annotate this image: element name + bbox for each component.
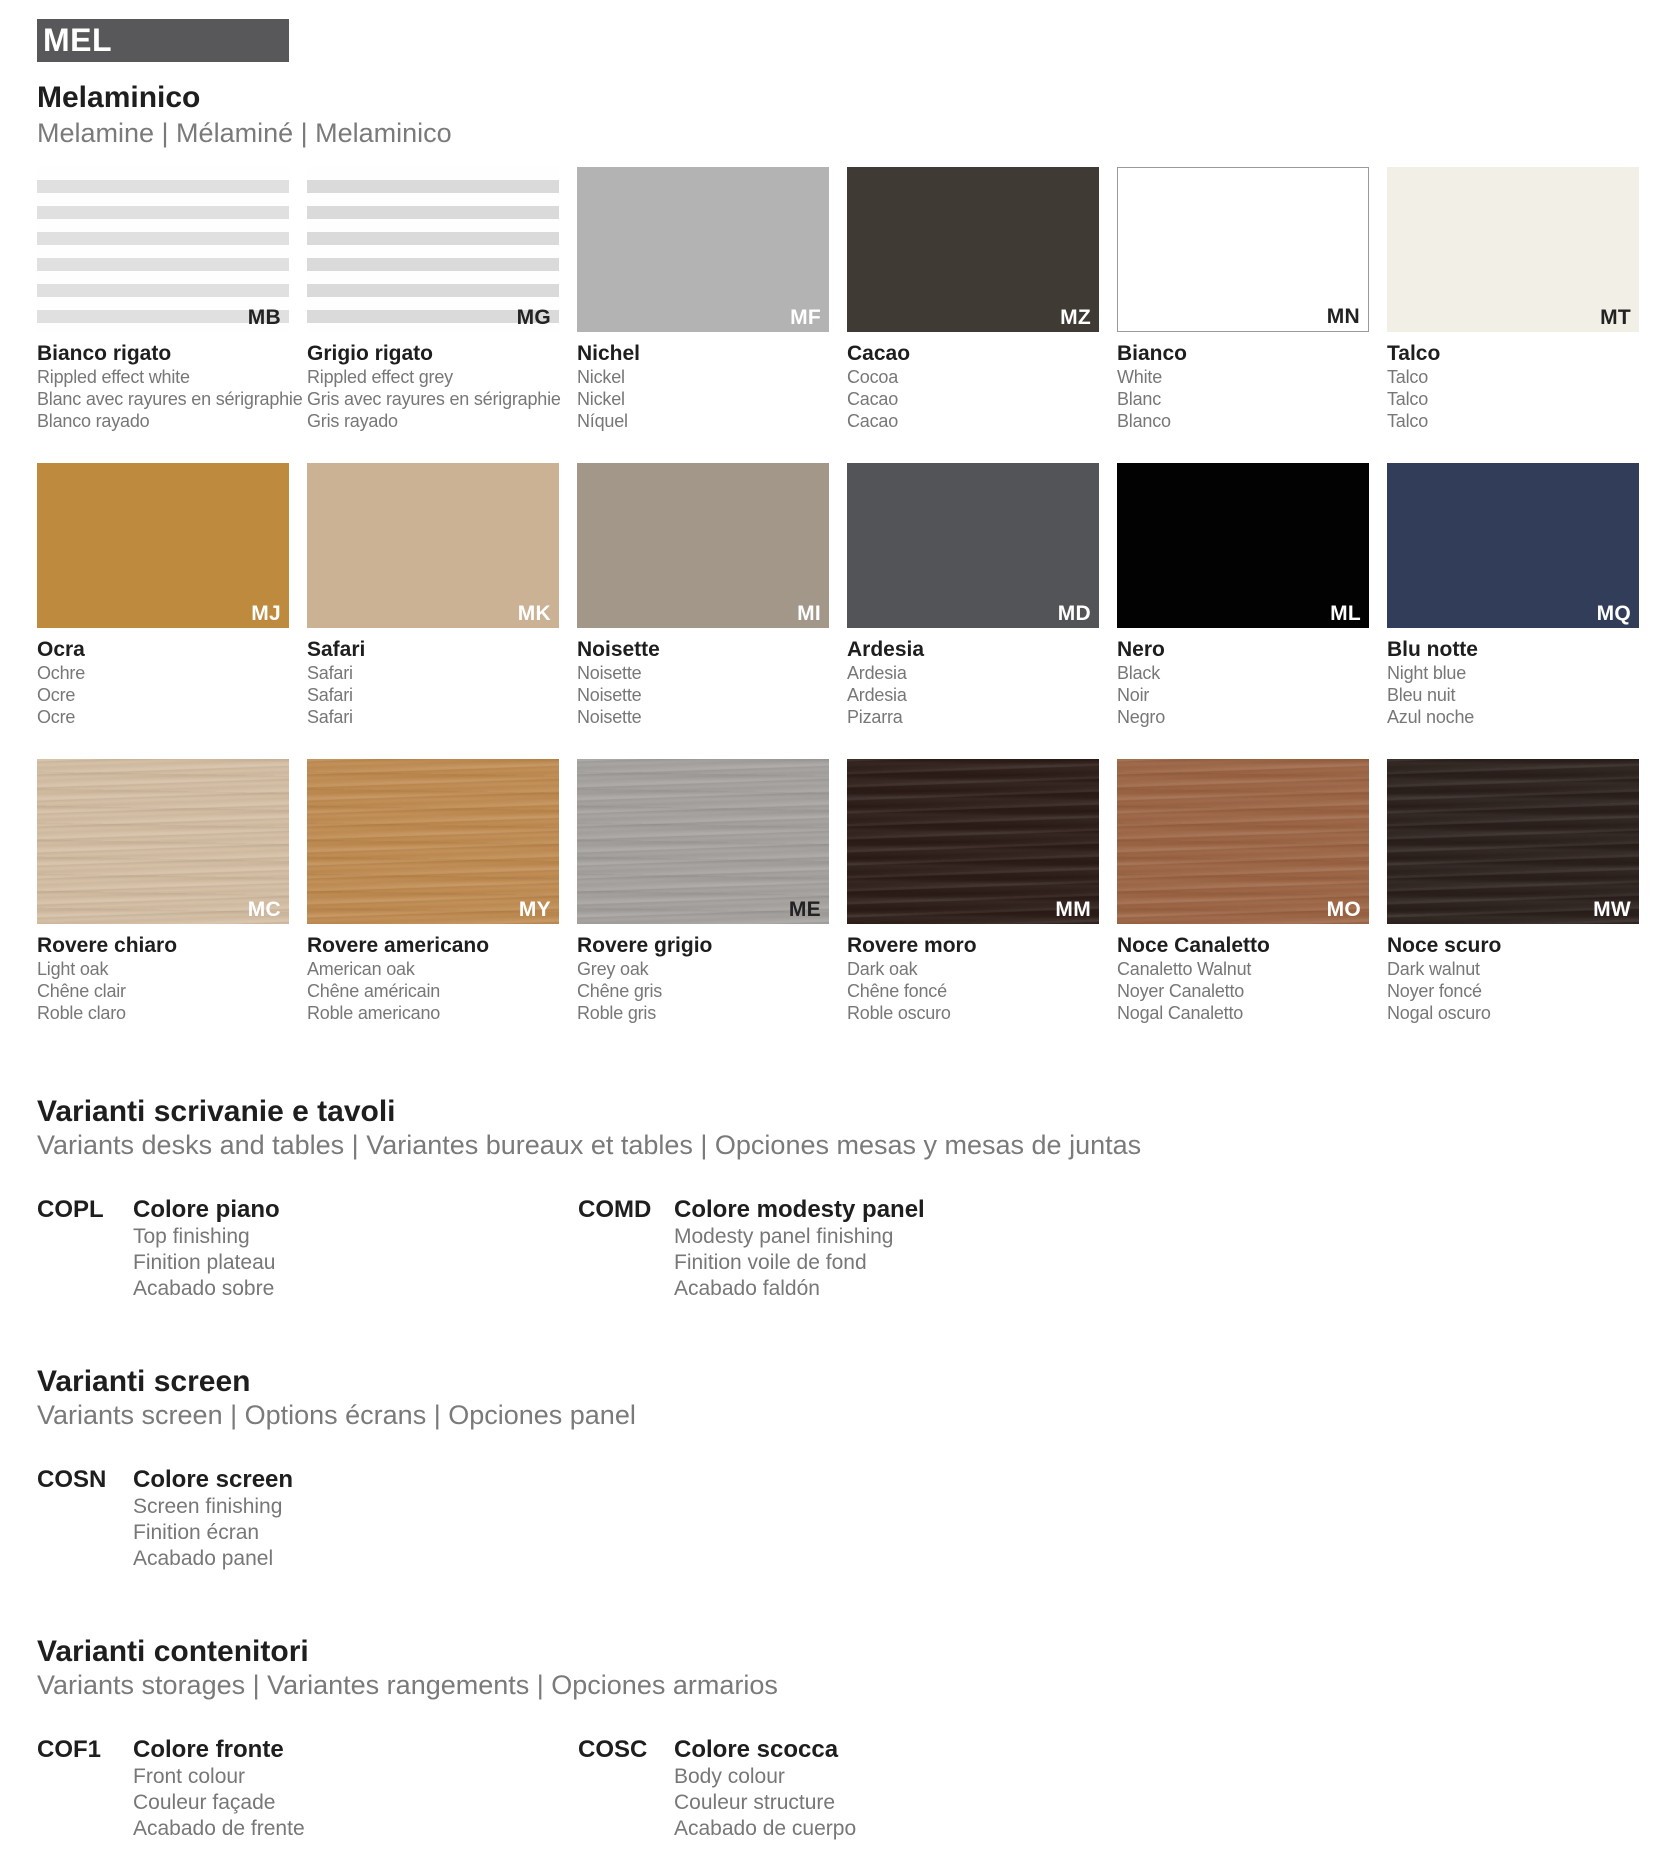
finish-code: MT xyxy=(1600,306,1631,329)
variant-code: COPL xyxy=(37,1196,104,1223)
finish-translation-es: Níquel xyxy=(577,411,628,431)
finish-card-mj xyxy=(37,463,289,728)
finish-translation-es: Noisette xyxy=(577,707,642,727)
finish-card-mo xyxy=(1117,759,1369,1024)
finish-card-mz xyxy=(847,167,1099,432)
screen-subtitle: Variants screen | Options écrans | Opciones panel xyxy=(37,1400,636,1430)
finish-translation-fr: Chêne américain xyxy=(307,981,441,1001)
finish-translation-en: Grey oak xyxy=(577,959,649,979)
finish-translation-en: American oak xyxy=(307,959,415,979)
finish-translation-en: Dark walnut xyxy=(1387,959,1480,979)
finish-swatch xyxy=(1387,167,1639,332)
finish-card-mi xyxy=(577,463,829,728)
finish-translation-fr: Ardesia xyxy=(847,685,907,705)
finish-swatch xyxy=(37,167,289,332)
variant-translation-fr: Couleur structure xyxy=(674,1791,836,1814)
variant-translation-es: Acabado panel xyxy=(133,1547,274,1570)
finish-card-mt xyxy=(1387,167,1639,432)
finish-translation-en: Talco xyxy=(1387,367,1429,387)
variant-translation-en: Front colour xyxy=(133,1765,246,1788)
finish-swatch xyxy=(847,167,1099,332)
finish-translation-fr: Ocre xyxy=(37,685,76,705)
finish-code: MJ xyxy=(251,602,281,625)
desks-title: Varianti scrivanie e tavoli xyxy=(37,1095,396,1128)
variant-translation-en: Screen finishing xyxy=(133,1495,283,1518)
finish-name: Grigio rigato xyxy=(307,342,433,365)
variant-translation-es: Acabado faldón xyxy=(674,1277,820,1300)
finish-name: Nero xyxy=(1117,638,1165,661)
variant-name: Colore scocca xyxy=(674,1736,839,1763)
finish-card-mq xyxy=(1387,463,1639,728)
finish-name: Rovere grigio xyxy=(577,934,713,957)
finish-swatch xyxy=(577,167,829,332)
finish-translation-fr: Gris avec rayures en sérigraphie xyxy=(307,389,561,409)
finish-card-mm xyxy=(847,759,1099,1024)
finish-card-mk xyxy=(307,463,559,728)
finish-swatch xyxy=(847,759,1099,924)
finish-code: MZ xyxy=(1060,306,1091,329)
finish-swatch xyxy=(307,759,559,924)
finish-translation-en: Canaletto Walnut xyxy=(1117,959,1252,979)
finish-code: MN xyxy=(1326,305,1360,328)
finish-card-mb xyxy=(37,167,303,432)
variant-name: Colore modesty panel xyxy=(674,1196,925,1223)
finish-name: Rovere chiaro xyxy=(37,934,178,957)
finish-translation-es: Ocre xyxy=(37,707,76,727)
finish-card-ml xyxy=(1117,463,1369,728)
finish-translation-es: Roble claro xyxy=(37,1003,126,1023)
variant-translation-es: Acabado de cuerpo xyxy=(674,1817,857,1840)
finish-translation-fr: Chêne clair xyxy=(37,981,126,1001)
finish-swatch xyxy=(1117,167,1369,332)
finish-translation-es: Nogal oscuro xyxy=(1387,1003,1491,1023)
swatch-grid xyxy=(37,167,1641,1037)
finish-card-my xyxy=(307,759,559,1024)
finish-card-mc xyxy=(37,759,289,1024)
finish-translation-en: Ardesia xyxy=(847,663,907,683)
finish-code: MF xyxy=(790,306,821,329)
finish-translation-fr: Noyer foncé xyxy=(1387,981,1482,1001)
finish-translation-es: Pizarra xyxy=(847,707,903,727)
section-tag: MEL xyxy=(37,19,289,62)
finish-translation-fr: Noir xyxy=(1117,685,1150,705)
variant-name: Colore fronte xyxy=(133,1736,284,1763)
finish-swatch xyxy=(1387,759,1639,924)
finish-translation-fr: Blanc xyxy=(1117,389,1162,409)
finish-name: Safari xyxy=(307,638,366,661)
finish-name: Ocra xyxy=(37,638,85,661)
variant-code: COSC xyxy=(578,1736,648,1763)
finish-swatch xyxy=(37,463,289,628)
melamine-subtitle: Melamine | Mélaminé | Melaminico xyxy=(37,118,452,148)
finish-translation-fr: Safari xyxy=(307,685,353,705)
finish-code: MO xyxy=(1326,898,1361,921)
finish-name: Cacao xyxy=(847,342,911,365)
finish-swatch xyxy=(1387,463,1639,628)
finish-translation-fr: Nickel xyxy=(577,389,625,409)
variant-translation-en: Top finishing xyxy=(133,1225,250,1248)
finish-translation-en: White xyxy=(1117,367,1163,387)
finish-card-mw xyxy=(1387,759,1639,1024)
finish-swatch xyxy=(307,463,559,628)
finish-translation-en: Black xyxy=(1117,663,1161,683)
finish-translation-fr: Noyer Canaletto xyxy=(1117,981,1245,1001)
variant-translation-en: Body colour xyxy=(674,1765,785,1788)
finish-code: MQ xyxy=(1596,602,1631,625)
finish-translation-es: Blanco xyxy=(1117,411,1171,431)
finish-translation-fr: Talco xyxy=(1387,389,1429,409)
finish-translation-en: Nickel xyxy=(577,367,625,387)
finish-translation-en: Rippled effect grey xyxy=(307,367,453,387)
variant-translation-fr: Finition plateau xyxy=(133,1251,276,1274)
finish-translation-es: Roble americano xyxy=(307,1003,441,1023)
finish-card-mg xyxy=(307,167,559,432)
finish-translation-es: Talco xyxy=(1387,411,1429,431)
finish-swatch xyxy=(577,463,829,628)
finish-name: Ardesia xyxy=(847,638,925,661)
finish-translation-en: Rippled effect white xyxy=(37,367,190,387)
finish-translation-fr: Bleu nuit xyxy=(1387,685,1456,705)
finish-code: MC xyxy=(247,898,281,921)
finish-name: Rovere americano xyxy=(307,934,490,957)
variant-code: COF1 xyxy=(37,1736,102,1763)
finish-translation-fr: Chêne foncé xyxy=(847,981,947,1001)
finish-translation-en: Ochre xyxy=(37,663,86,683)
finish-translation-en: Night blue xyxy=(1387,663,1467,683)
finish-swatch xyxy=(37,759,289,924)
finish-card-mf xyxy=(577,167,829,432)
finish-name: Talco xyxy=(1387,342,1441,365)
finish-translation-es: Roble oscuro xyxy=(847,1003,951,1023)
finish-translation-es: Blanco rayado xyxy=(37,411,150,431)
finish-translation-en: Light oak xyxy=(37,959,109,979)
finish-translation-fr: Noisette xyxy=(577,685,642,705)
variant-name: Colore piano xyxy=(133,1196,280,1223)
finish-card-me xyxy=(577,759,829,1024)
variant-code: COMD xyxy=(578,1196,652,1223)
finish-swatch xyxy=(307,167,559,332)
desks-subtitle: Variants desks and tables | Variantes bureaux et tables | Opciones mesas y mesas de juntas xyxy=(37,1130,1142,1160)
finish-translation-es: Safari xyxy=(307,707,353,727)
finish-code: MK xyxy=(517,602,551,625)
variant-translation-es: Acabado sobre xyxy=(133,1277,275,1300)
finish-translation-en: Cocoa xyxy=(847,367,899,387)
finish-name: Noisette xyxy=(577,638,660,661)
finish-translation-es: Negro xyxy=(1117,707,1166,727)
finish-code: MY xyxy=(518,898,551,921)
finish-translation-es: Cacao xyxy=(847,411,899,431)
finish-translation-fr: Blanc avec rayures en sérigraphie xyxy=(37,389,303,409)
finish-swatch xyxy=(1117,463,1369,628)
finish-translation-en: Dark oak xyxy=(847,959,918,979)
finish-translation-fr: Chêne gris xyxy=(577,981,663,1001)
finish-name: Bianco xyxy=(1117,342,1188,365)
finish-code: MM xyxy=(1055,898,1091,921)
finish-swatch xyxy=(577,759,829,924)
finish-card-mn xyxy=(1117,167,1369,432)
melamine-title: Melaminico xyxy=(37,81,201,114)
finish-code: MG xyxy=(516,306,551,329)
finish-name: Blu notte xyxy=(1387,638,1478,661)
variant-translation-fr: Finition écran xyxy=(133,1521,260,1544)
storage-subtitle: Variants storages | Variantes rangements | Opciones armarios xyxy=(37,1670,778,1700)
finish-name: Nichel xyxy=(577,342,641,365)
variant-translation-es: Acabado de frente xyxy=(133,1817,305,1840)
finish-translation-en: Safari xyxy=(307,663,353,683)
finish-swatch xyxy=(847,463,1099,628)
storage-title: Varianti contenitori xyxy=(37,1635,309,1668)
finish-name: Rovere moro xyxy=(847,934,977,957)
finish-name: Noce scuro xyxy=(1387,934,1502,957)
variant-code: COSN xyxy=(37,1466,107,1493)
variant-translation-fr: Finition voile de fond xyxy=(674,1251,867,1274)
finish-translation-es: Azul noche xyxy=(1387,707,1475,727)
finish-translation-en: Noisette xyxy=(577,663,642,683)
finish-translation-es: Gris rayado xyxy=(307,411,398,431)
finish-code: MW xyxy=(1593,898,1631,921)
finish-name: Noce Canaletto xyxy=(1117,934,1270,957)
finish-code: ME xyxy=(788,898,821,921)
finish-card-md xyxy=(847,463,1099,728)
screen-title: Varianti screen xyxy=(37,1365,251,1398)
finish-code: MD xyxy=(1057,602,1091,625)
finish-code: MI xyxy=(797,602,821,625)
finish-translation-es: Nogal Canaletto xyxy=(1117,1003,1244,1023)
finish-name: Bianco rigato xyxy=(37,342,172,365)
variant-translation-en: Modesty panel finishing xyxy=(674,1225,894,1248)
finish-code: ML xyxy=(1330,602,1361,625)
variant-translation-fr: Couleur façade xyxy=(133,1791,276,1814)
variant-name: Colore screen xyxy=(133,1466,294,1493)
finish-swatch xyxy=(1117,759,1369,924)
finish-code: MB xyxy=(247,306,281,329)
finish-translation-fr: Cacao xyxy=(847,389,899,409)
finish-translation-es: Roble gris xyxy=(577,1003,657,1023)
